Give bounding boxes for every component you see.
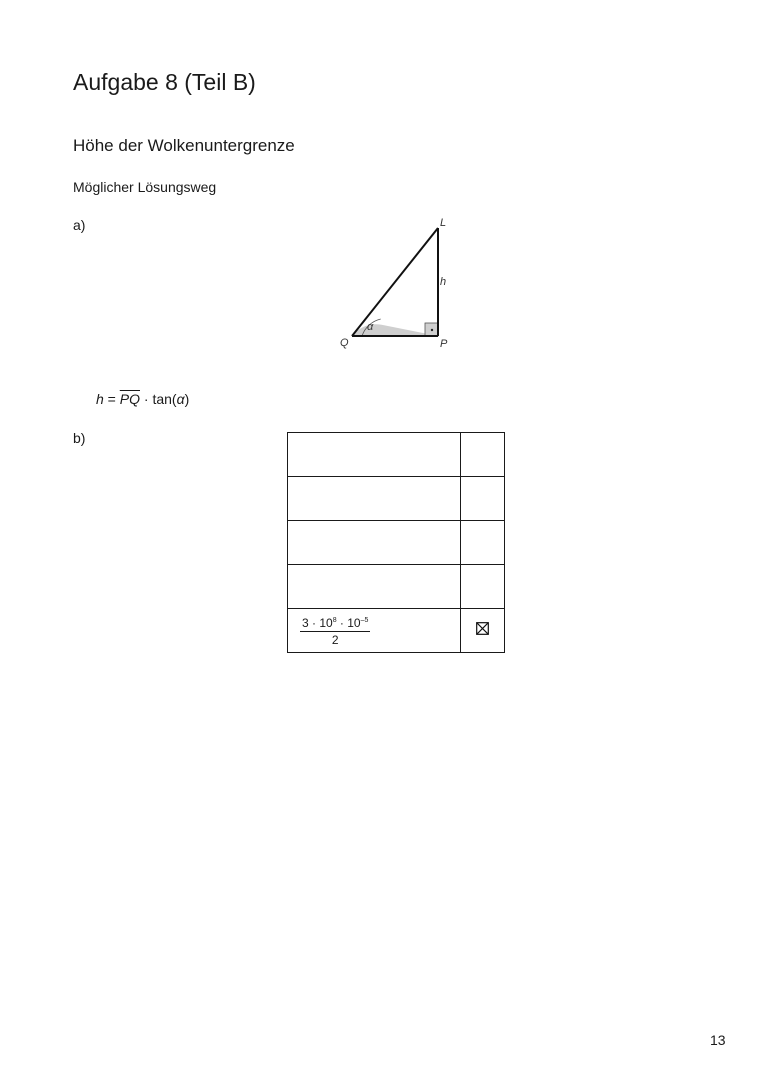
option-fraction [300, 616, 370, 647]
table-row [288, 433, 505, 477]
checkbox-cell[interactable] [461, 609, 505, 653]
formula-close: ) [184, 391, 190, 407]
section-heading: Höhe der Wolkenuntergrenze [73, 136, 295, 155]
checkbox-cell[interactable] [461, 565, 505, 609]
table-row [288, 565, 505, 609]
table-row [288, 477, 505, 521]
formula-h: h [96, 391, 104, 407]
option-cell [288, 565, 461, 609]
formula-segment-pq: $\overline{PQ}$ [119, 391, 140, 407]
page-number: 13 [710, 1032, 726, 1048]
vertex-q-label: Q [340, 337, 349, 349]
formula-equals: = [103, 391, 120, 407]
side-ql [352, 228, 438, 336]
fraction-numerator [300, 616, 370, 632]
checkbox-cell[interactable] [461, 521, 505, 565]
angle-alpha-label: α [367, 321, 374, 333]
part-a-label: a) [73, 217, 86, 233]
option-cell [288, 433, 461, 477]
checkbox-cell[interactable] [461, 433, 505, 477]
option-cell [288, 477, 461, 521]
exponent-b: –5 [360, 617, 369, 624]
checked-checkbox-icon[interactable] [476, 622, 489, 635]
fraction-denominator: 2 [331, 633, 339, 647]
formula-alpha: α [176, 391, 185, 407]
numerator-factor-a: 3 · 10 [302, 616, 333, 630]
vertex-p-label: P [440, 338, 448, 350]
formula-tan: · tan( [140, 391, 177, 407]
numerator-factor-b: · 10 [336, 616, 361, 630]
option-cell [288, 521, 461, 565]
side-h-label: h [440, 276, 447, 288]
page-title: Aufgabe 8 (Teil B) [73, 69, 256, 95]
right-triangle-diagram [330, 212, 470, 352]
option-cell [288, 609, 461, 653]
solution-method-label: Möglicher Lösungsweg [73, 179, 217, 195]
checkbox-cell[interactable] [461, 477, 505, 521]
part-b-label: b) [73, 430, 86, 446]
exponent-a: 8 [332, 617, 337, 624]
table-row [288, 609, 505, 653]
multiple-choice-table [287, 432, 505, 653]
vertex-l-label: L [440, 217, 447, 229]
right-angle-dot [431, 329, 433, 331]
table-row [288, 521, 505, 565]
height-formula [96, 389, 189, 409]
